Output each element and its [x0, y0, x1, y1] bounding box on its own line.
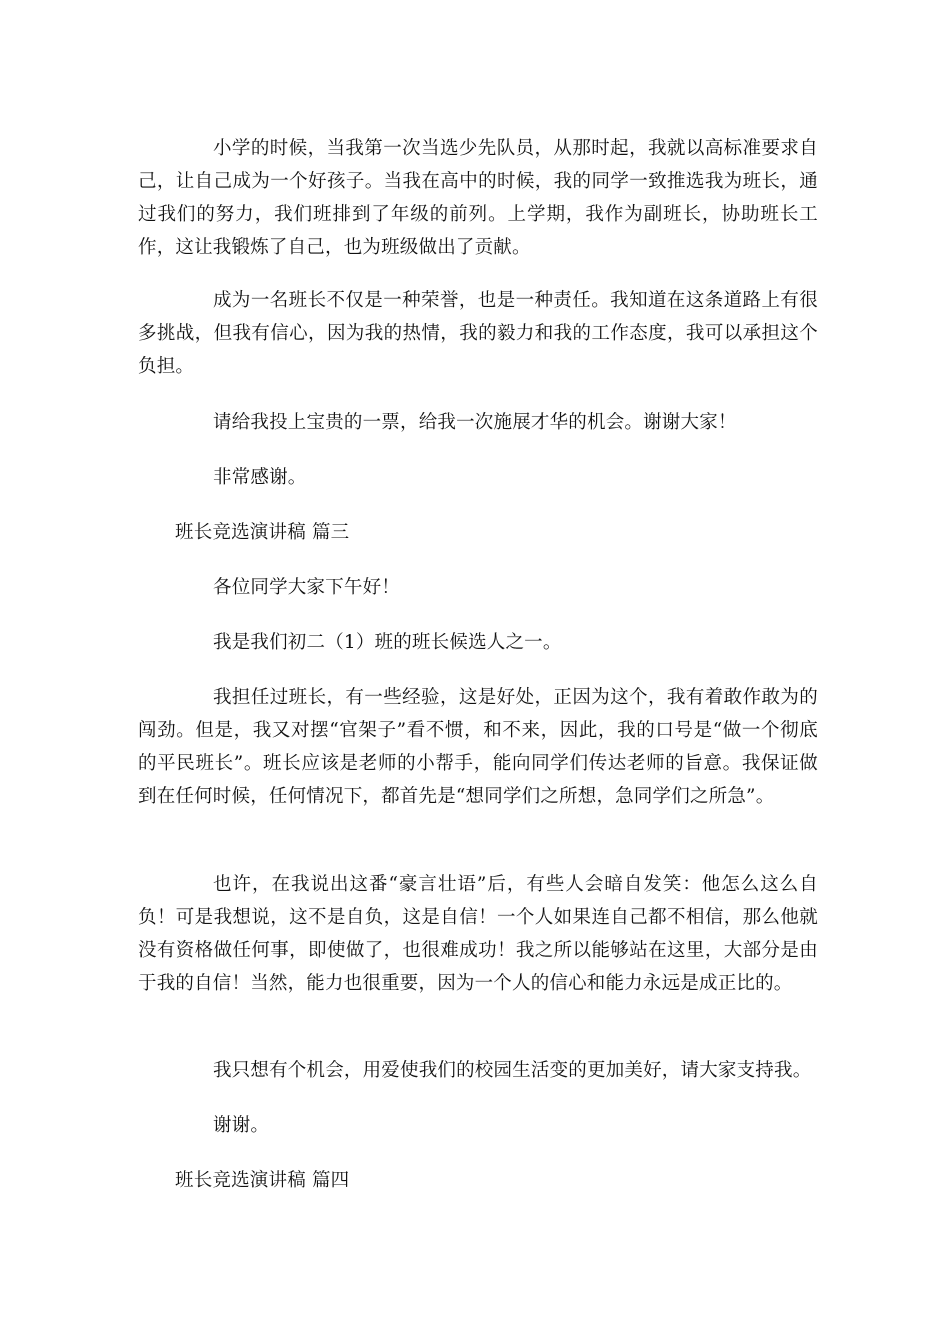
- section-heading-4: 班长竞选演讲稿 篇四: [175, 1170, 350, 1191]
- section-heading-3: 班长竞选演讲稿 篇三: [175, 522, 350, 543]
- greeting: 各位同学大家下午好！: [213, 577, 401, 598]
- paragraph-4: 非常感谢。: [213, 467, 307, 488]
- intro-line: 我是我们初二（1）班的班长候选人之一。: [213, 632, 562, 653]
- paragraph-thanks: 谢谢。: [213, 1115, 270, 1136]
- paragraph-experience: 我担任过班长，有一些经验，这是好处，正因为这个，我有着敢作敢为的闯劲。但是，我又对摆“官架子”看不惯，和不来，因此，我的口号是“做一个彻底的平民班长”。班长应该是老师的小帮手，能向同学们传达老师的旨意。我保证做到在任何时候，任何情况下，都首先是“想同学们之所想，急同学们之所急”。: [138, 687, 818, 807]
- paragraph-1: 小学的时候，当我第一次当选少先队员，从那时起，我就以高标准要求自己，让自己成为一个好孩子。当我在高中的时候，我的同学一致推选我为班长，通过我们的努力，我们班排到了年级的前列。上学期，我作为副班长，协助班长工作，这让我锻炼了自己，也为班级做出了贡献。: [138, 138, 818, 258]
- paragraph-wish: 我只想有个机会，用爱使我们的校园生活变的更加美好，请大家支持我。: [213, 1060, 812, 1081]
- paragraph-2: 成为一名班长不仅是一种荣誉，也是一种责任。我知道在这条道路上有很多挑战，但我有信心，因为我的热情，我的毅力和我的工作态度，我可以承担这个负担。: [138, 290, 818, 377]
- paragraph-confidence: 也许，在我说出这番“豪言壮语”后，有些人会暗自发笑：他怎么这么自负！可是我想说，这不是自负，这是自信！一个人如果连自己都不相信，那么他就没有资格做任何事，即使做了，也很难成功！我之所以能够站在这里，大部分是由于我的自信！当然，能力也很重要，因为一个人的信心和能力永远是成正比的。: [138, 874, 818, 994]
- paragraph-3: 请给我投上宝贵的一票，给我一次施展才华的机会。谢谢大家！: [213, 412, 737, 433]
